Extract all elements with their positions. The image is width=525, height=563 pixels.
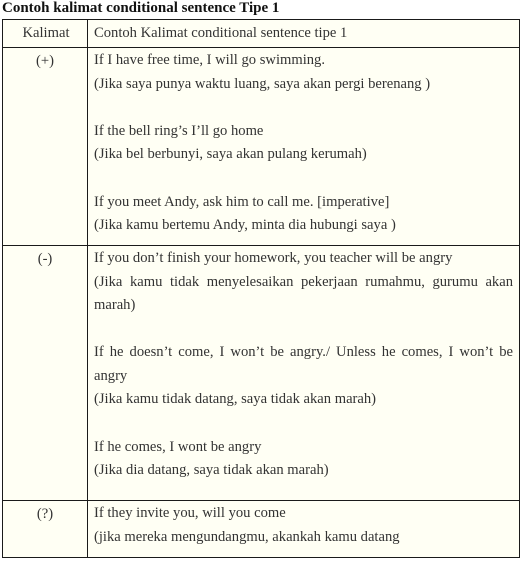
example-english: If he doesn’t come, I won’t be angry./ Unless he comes, I won’t be angry	[94, 344, 513, 384]
table-caption: Contoh kalimat conditional sentence Tipe 1	[2, 0, 280, 16]
table-header-row	[3, 20, 520, 48]
example-english: If they invite you, will you come	[94, 505, 286, 522]
conditional-examples-table	[2, 19, 520, 558]
example-translation: (Jika bel berbunyi, saya akan pulang kerumah)	[94, 146, 367, 163]
header-contoh: Contoh Kalimat conditional sentence tipe 1	[88, 20, 520, 48]
example-item	[94, 246, 513, 317]
example-translation: (Jika saya punya waktu luang, saya akan pergi berenang )	[94, 75, 431, 92]
example-item	[94, 340, 513, 411]
example-english: If the bell ring’s I’ll go home	[94, 123, 264, 140]
negative-symbol: (-)	[37, 251, 53, 268]
example-item	[94, 119, 513, 167]
example-translation: (Jika kamu tidak datang, saya tidak akan marah)	[94, 391, 377, 408]
example-english: If he comes, I wont be angry	[94, 438, 262, 455]
sentence-type-cell	[3, 246, 88, 501]
example-english: If you meet Andy, ask him to call me. [imperative]	[94, 194, 390, 211]
example-item	[94, 190, 513, 238]
positive-symbol: (+)	[36, 53, 54, 70]
example-item	[94, 48, 513, 96]
sentence-type-cell	[3, 48, 88, 246]
table-row-positive	[3, 48, 520, 246]
example-translation: (Jika kamu tidak menyelesaikan pekerjaan rumahmu, gurumu akan marah)	[94, 273, 513, 313]
example-translation: (Jika dia datang, saya tidak akan marah)	[94, 461, 329, 478]
example-translation: (Jika kamu bertemu Andy, minta dia hubungi saya )	[94, 217, 396, 234]
header-kalimat: Kalimat	[3, 20, 88, 48]
table-row-negative	[3, 246, 520, 501]
example-item	[94, 435, 513, 483]
examples-cell	[88, 48, 520, 246]
question-symbol: (?)	[36, 506, 54, 523]
examples-cell	[88, 501, 520, 558]
example-english: If you don’t finish your homework, you teacher will be angry	[94, 250, 453, 267]
table-row-question	[3, 501, 520, 558]
examples-cell	[88, 246, 520, 501]
example-item	[94, 501, 513, 549]
sentence-type-cell	[3, 501, 88, 558]
example-translation: (jika mereka mengundangmu, akankah kamu datang	[94, 528, 400, 545]
example-english: If I have free time, I will go swimming.	[94, 52, 326, 69]
